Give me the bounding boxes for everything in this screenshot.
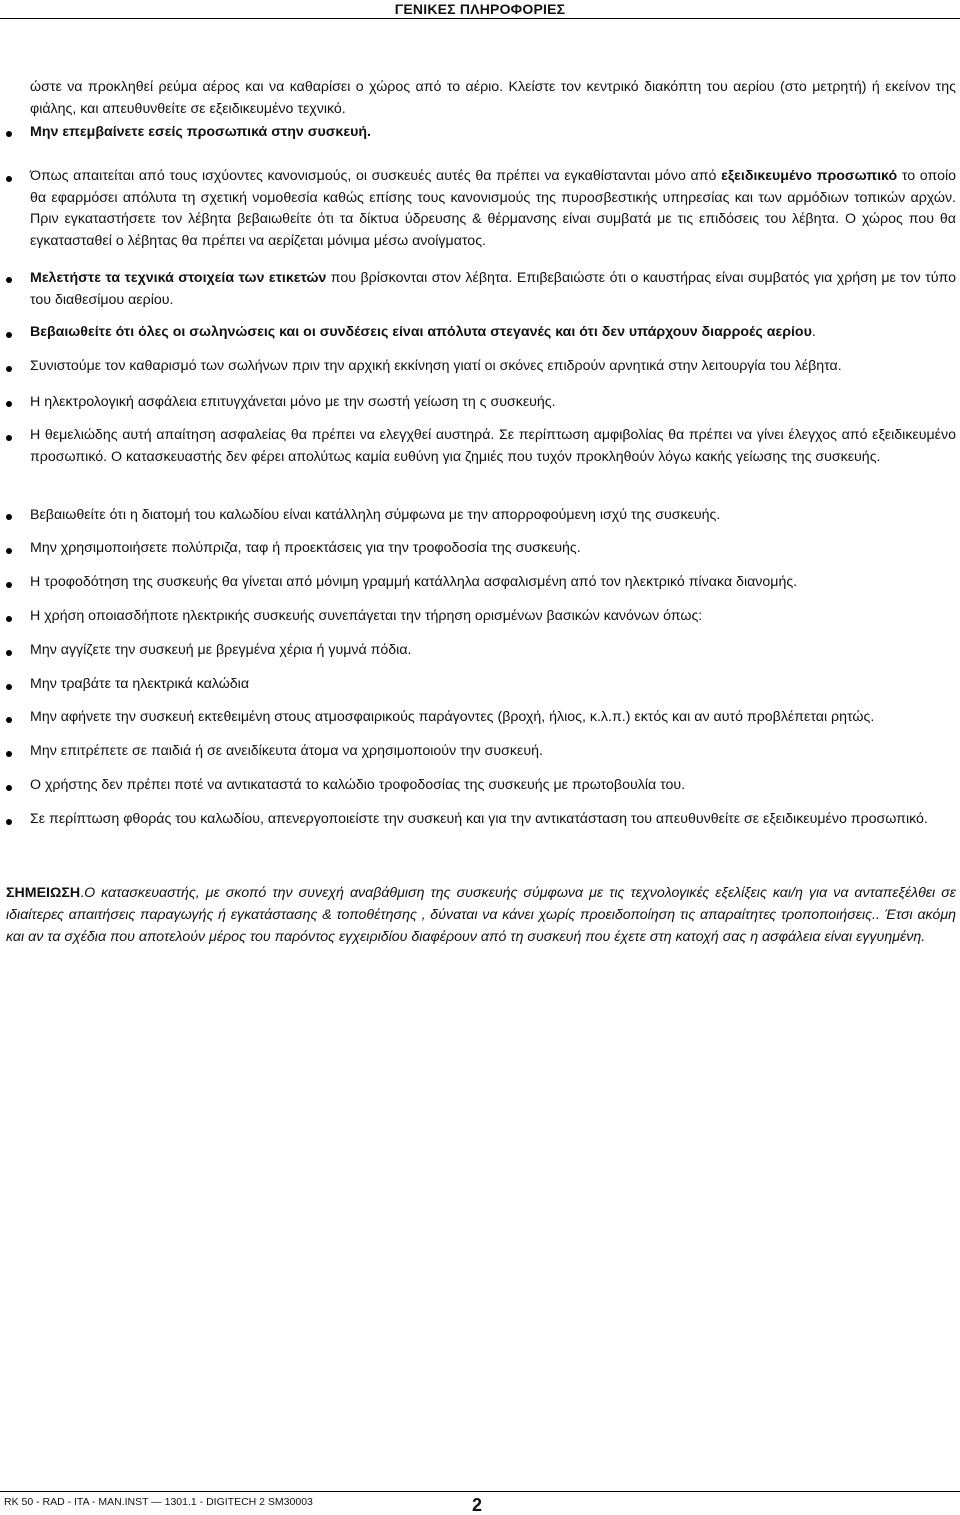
bullet-icon — [6, 277, 12, 283]
bullet-icon — [6, 650, 12, 656]
bullet-icon — [6, 176, 12, 182]
list-item-text: το οποίο θα εφαρμόσει απόλυτα τη σχετική νομοθεσία καθώς επίσης τους κανονισμούς της πυροσβεστικής υπηρεσίας και των αρμόδιων τοπικών αρχών. Πριν εγκαταστήσετε τον λέβητα βεβαιωθείτε ότι τα δίκτυα ύδρευσης & θέρμανσης είναι συμβατά με τις επιδόσεις του λέβητα. Ο χώρος που θα εγκατασταθεί ο λέβητας θα πρέπει να αερίζεται μόνιμα μέσω ανοίγματος. — [30, 168, 957, 249]
bullet-icon — [6, 514, 12, 520]
list-item — [30, 166, 956, 252]
bullet-icon — [6, 785, 12, 791]
bullet-icon — [6, 131, 12, 137]
list-item: Η θεμελιώδης αυτή απαίτηση ασφαλείας θα πρέπει να ελεγχθεί αυστηρά. Σε περίπτωση αμφιβολίας θα πρέπει να γίνει έλεγχος από εξειδικευμένο προσωπικό. Ο κατασκευαστής δεν φέρει απολύτως καμία ευθύνη για ζημιές που τυχόν προκληθούν λόγω κακής γείωσης της συσκευής. — [30, 427, 956, 465]
list-item-bold: Μελετήστε τα τεχνικά στοιχεία των ετικετών — [30, 270, 327, 286]
page-header-title: ΓΕΝΙΚΕΣ ΠΛΗΡΟΦΟΡΙΕΣ — [394, 1, 566, 17]
list-item: Η τροφοδότηση της συσκευής θα γίνεται από μόνιμη γραμμή κατάλληλα ασφαλισμένη από τον ηλεκτρικό πίνακα διανομής. — [30, 574, 798, 590]
bullet-icon — [6, 366, 12, 372]
list-item: Συνιστούμε τον καθαρισμό των σωλήνων πριν την αρχική εκκίνηση γιατί οι σκόνες επιδρούν αρνητικά στην λειτουργία του λέβητα. — [30, 358, 842, 374]
list-item: Μην χρησιμοποιήσετε πολύπριζα, ταφ ή προεκτάσεις για την τροφοδοσία της συσκευής. — [30, 540, 581, 556]
list-item-bold: Βεβαιωθείτε ότι όλες οι σωληνώσεις και οι συνδέσεις είναι απόλυτα στεγανές και ότι δεν υπάρχουν διαρροές αερίου — [30, 324, 812, 340]
bullet-icon — [6, 435, 12, 441]
list-item-text: Όπως απαιτείται από τους ισχύοντες κανονισμούς, οι συσκευές αυτές θα πρέπει να εγκαθίστανται μόνο από — [30, 168, 722, 184]
bullet-icon — [6, 616, 12, 622]
bullet-icon — [6, 751, 12, 757]
list-item — [30, 122, 956, 144]
list-item-bold: Μην επεμβαίνετε εσείς προσωπικά στην συσκευή. — [30, 124, 371, 140]
bullet-icon — [6, 684, 12, 690]
note-paragraph — [6, 882, 956, 948]
footer-divider — [0, 1491, 960, 1492]
list-item-text: που βρίσκονται στον λέβητα. Επιβεβαιώστε ότι ο καυστήρας είναι συμβατός για χρήση με τον τύπο του διαθεσίμου αερίου. — [30, 270, 956, 308]
bullet-icon — [6, 582, 12, 588]
list-item: Η ηλεκτρολογική ασφάλεια επιτυγχάνεται μόνο με την σωστή γείωση τη ς συσκευής. — [30, 394, 556, 410]
list-item-text: . — [811, 324, 816, 340]
page-header — [0, 0, 960, 19]
list-item: Μην αφήνετε την συσκευή εκτεθειμένη στους ατμοσφαιρικούς παράγοντες (βροχή, ήλιος, κ.λ.π.) εκτός και αν αυτό προβλέπεται ρητώς. — [30, 709, 875, 725]
page-number: 2 — [472, 1495, 483, 1515]
list-item-bold: εξειδικευμένο προσωπικό — [721, 168, 898, 184]
bullet-icon — [6, 548, 12, 554]
bullet-icon — [6, 717, 12, 723]
list-item — [30, 268, 956, 311]
intro-paragraph: ώστε να προκληθεί ρεύμα αέρος και να καθαρίσει ο χώρος από το αέριο. Κλείστε τον κεντρικό διακόπτη του αερίου (στο μετρητή) ή εκείνον της φιάλης, και απευθυνθείτε σε εξειδικευμένο τεχνικό. — [30, 79, 956, 117]
note-text: Ο κατασκευαστής, με σκοπό την συνεχή αναβάθμιση της συσκευής σύμφωνα με τις τεχνολογικές εξελίξεις και/η για να ανταπεξέλθει σε ιδιαίτερες απαιτήσεις παραγωγής ή εγκατάστασης & τοποθέτησης , δύναται να κάνει χωρίς προειδοποίηση τις απαραίτητες τροποποιήσεις.. Έτσι ακόμη και αν τα σχέδια που αποτελούν μέρος του παρόντος εγχειριδίου διαφέρουν από τη συσκευή που έχετε στη κατοχή σας η ασφάλεια είναι εγγυημένη. — [6, 885, 956, 945]
list-item: Βεβαιωθείτε ότι η διατομή του καλωδίου είναι κατάλληλη σύμφωνα με την απορροφούμενη ισχύ της συσκευής. — [30, 507, 721, 523]
bullet-icon — [6, 401, 12, 407]
list-item: Η χρήση οποιασδήποτε ηλεκτρικής συσκευής συνεπάγεται την τήρηση ορισμένων βασικών κανόνων όπως: — [30, 608, 703, 624]
list-item: Μην αγγίζετε την συσκευή με βρεγμένα χέρια ή γυμνά πόδια. — [30, 642, 412, 658]
bullet-icon — [6, 819, 12, 825]
list-item: Ο χρήστης δεν πρέπει ποτέ να αντικαταστά το καλώδιο τροφοδοσίας της συσκευής με πρωτοβουλία του. — [30, 777, 686, 793]
note-label: ΣΗΜΕΙΩΣΗ — [6, 885, 81, 901]
list-item — [30, 322, 956, 344]
bullet-icon — [6, 332, 12, 338]
list-item: Μην τραβάτε τα ηλεκτρικά καλώδια — [30, 676, 250, 692]
list-item: Σε περίπτωση φθοράς του καλωδίου, απενεργοποιείστε την συσκευή και για την αντικατάσταση του απευθυνθείτε σε εξειδικευμένο προσωπικό. — [30, 811, 928, 827]
list-item: Μην επιτρέπετε σε παιδιά ή σε ανειδίκευτα άτομα να χρησιμοποιούν την συσκευή. — [30, 743, 543, 759]
note-label-dot: . — [80, 885, 85, 901]
footer-doc-ref: RK 50 - RAD - ITA - MAN.INST — 1301.1 - DIGITECH 2 SM30003 — [4, 1496, 313, 1508]
